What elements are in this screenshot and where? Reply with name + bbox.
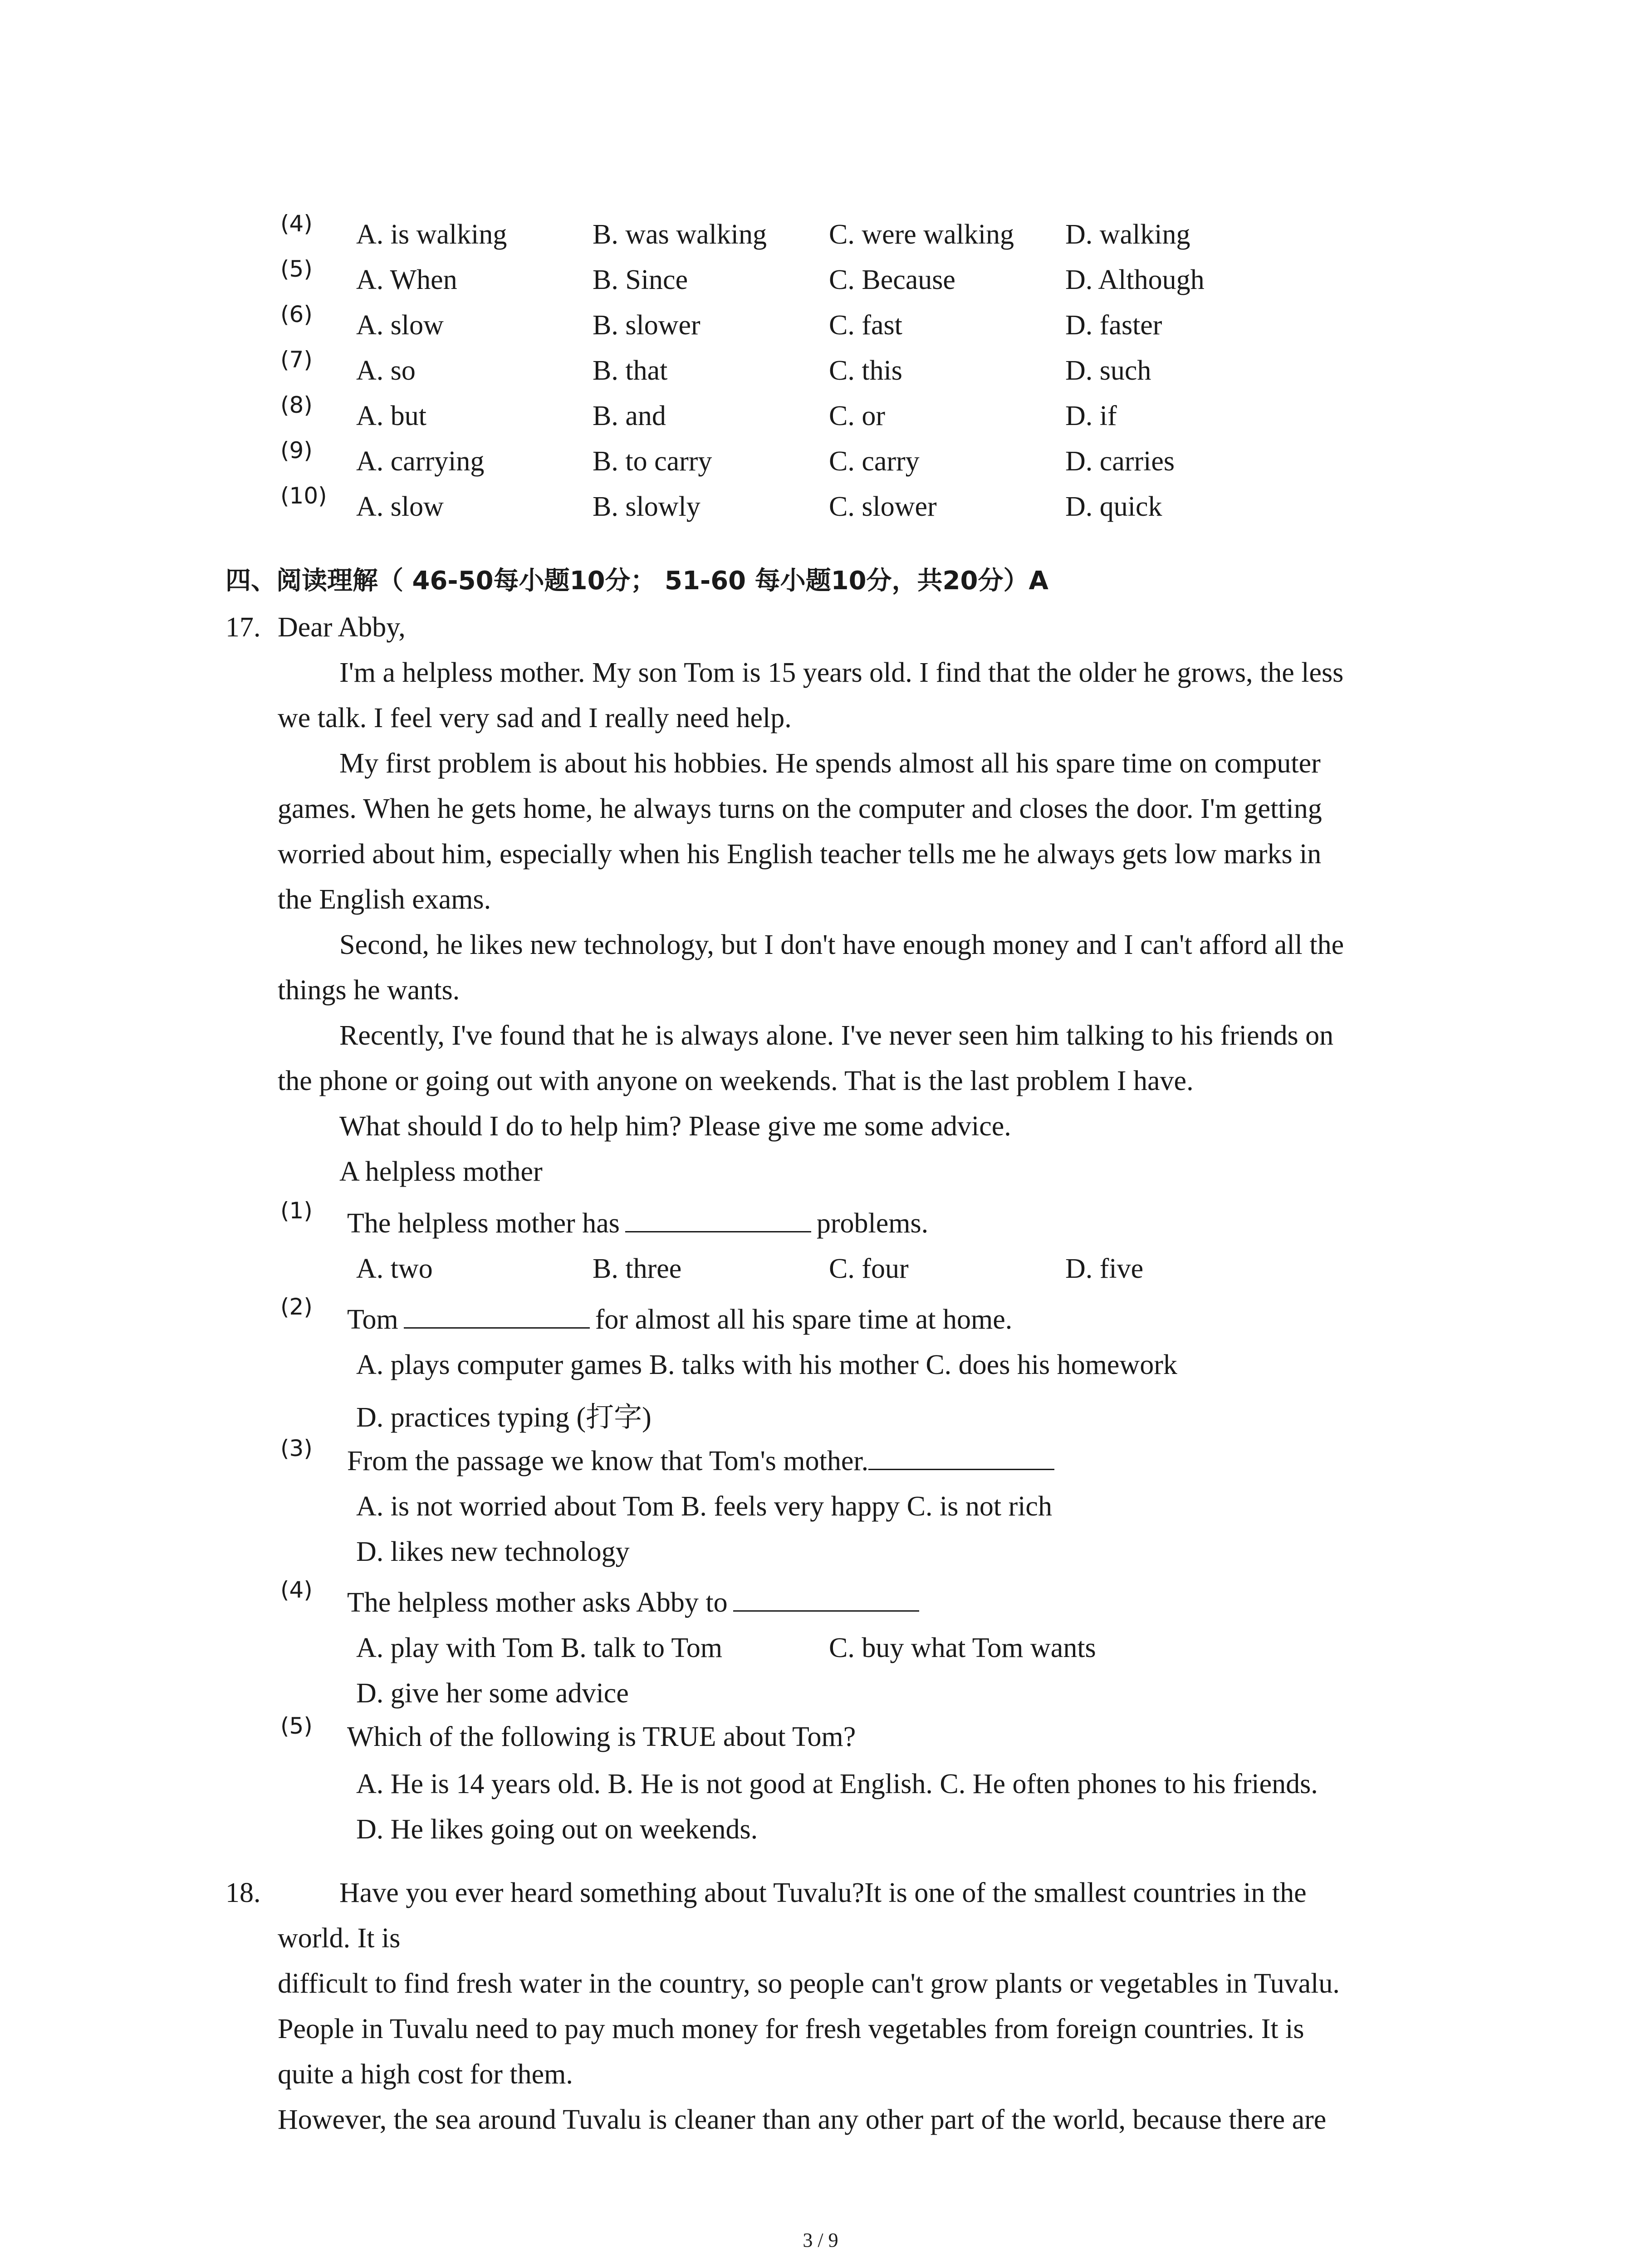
cloze-option-b: B. slower <box>593 310 700 341</box>
option: D. five <box>1065 1253 1144 1284</box>
option-line: A. He is 14 years old. B. He is not good at English. C. He often phones to his friends. <box>356 1769 1318 1799</box>
option: C. buy what Tom wants <box>829 1633 1096 1663</box>
cloze-option-d: D. walking <box>1065 219 1190 250</box>
cloze-option-a: A. is walking <box>356 219 507 250</box>
q17-line: My first problem is about his hobbies. He spends almost all his spare time on computer <box>339 748 1321 779</box>
option-line: D. likes new technology <box>356 1536 630 1567</box>
cloze-option-a: A. slow <box>356 491 444 522</box>
cloze-option-b: B. and <box>593 401 666 431</box>
q17-sub-stem: The helpless mother asks Abby to <box>347 1587 925 1617</box>
cloze-option-a: A. slow <box>356 310 444 341</box>
q17-line: What should I do to help him? Please give me some advice. <box>339 1111 1011 1142</box>
q18-line: quite a high cost for them. <box>278 2059 573 2090</box>
option: B. three <box>593 1253 682 1284</box>
cloze-number: (10) <box>280 483 327 509</box>
q17-sub-stem: Which of the following is TRUE about Tom? <box>347 1721 856 1752</box>
cloze-option-d: D. such <box>1065 355 1151 386</box>
cloze-option-a: A. so <box>356 355 416 386</box>
q17-number: 17. <box>225 612 261 643</box>
cloze-option-c: C. Because <box>829 264 955 295</box>
cloze-number: (9) <box>280 437 313 464</box>
answer-blank <box>404 1304 590 1329</box>
page-number: 3 / 9 <box>803 2229 838 2251</box>
cloze-number: (5) <box>280 256 313 282</box>
cloze-option-b: B. to carry <box>593 446 712 477</box>
section-heading: 四、阅读理解（ 46-50每小题10分； 51-60 每小题10分，共20分）A <box>225 566 1048 596</box>
q17-line: Recently, I've found that he is always alone. I've never seen him talking to his friends on <box>339 1020 1334 1051</box>
option-line: A. plays computer games B. talks with his mother C. does his homework <box>356 1349 1177 1380</box>
q17-sub-number: (3) <box>280 1435 313 1461</box>
cloze-option-d: D. quick <box>1065 491 1162 522</box>
q17-sub-number: (4) <box>280 1577 313 1603</box>
answer-blank <box>868 1445 1054 1470</box>
q17-line: Second, he likes new technology, but I don't have enough money and I can't afford all the <box>339 929 1344 960</box>
cloze-option-c: C. or <box>829 401 885 431</box>
q17-greeting: Dear Abby, <box>278 612 406 643</box>
q17-sub-number: (1) <box>280 1198 313 1224</box>
q17-line: we talk. I feel very sad and I really need help. <box>278 703 792 733</box>
q18-line: People in Tuvalu need to pay much money for fresh vegetables from foreign countries. It is <box>278 2014 1304 2044</box>
q18-number: 18. <box>225 1877 261 1908</box>
cloze-option-a: A. When <box>356 264 457 295</box>
cloze-option-a: A. carrying <box>356 446 485 477</box>
cloze-number: (7) <box>280 347 313 373</box>
cloze-option-b: B. Since <box>593 264 688 295</box>
option-line: D. give her some advice <box>356 1678 629 1709</box>
q17-line: worried about him, especially when his English teacher tells me he always gets low marks in <box>278 839 1322 870</box>
cloze-option-c: C. this <box>829 355 902 386</box>
cloze-option-c: C. carry <box>829 446 920 477</box>
option-line: A. is not worried about Tom B. feels very happy C. is not rich <box>356 1491 1052 1522</box>
cloze-number: (6) <box>280 301 313 327</box>
cloze-option-d: D. if <box>1065 401 1117 431</box>
cloze-option-d: D. faster <box>1065 310 1162 341</box>
q17-line: I'm a helpless mother. My son Tom is 15 years old. I find that the older he grows, the less <box>339 657 1344 688</box>
q18-line: world. It is <box>278 1923 401 1954</box>
option: A. two <box>356 1253 433 1284</box>
option-line: A. play with Tom B. talk to Tom <box>356 1633 723 1663</box>
q18-line: Have you ever heard something about Tuvalu?It is one of the smallest countries in the <box>339 1877 1307 1908</box>
cloze-option-d: D. Although <box>1065 264 1205 295</box>
q18-line: However, the sea around Tuvalu is cleaner than any other part of the world, because there are <box>278 2104 1327 2135</box>
cloze-option-b: B. was walking <box>593 219 767 250</box>
cloze-number: (8) <box>280 392 313 418</box>
q17-line: games. When he gets home, he always turns on the computer and closes the door. I'm getting <box>278 793 1322 824</box>
cloze-option-b: B. slowly <box>593 491 700 522</box>
cloze-option-b: B. that <box>593 355 668 386</box>
q17-sub-stem: The helpless mother has problems. <box>347 1208 929 1239</box>
answer-blank <box>625 1207 811 1232</box>
cloze-number: (4) <box>280 210 313 237</box>
q17-line: the English exams. <box>278 884 491 915</box>
q18-line: difficult to find fresh water in the country, so people can't grow plants or vegetables in Tuvalu. <box>278 1968 1340 1999</box>
cloze-option-c: C. were walking <box>829 219 1014 250</box>
option-line: D. practices typing (打字) <box>356 1402 652 1433</box>
q17-line: the phone or going out with anyone on weekends. That is the last problem I have. <box>278 1066 1194 1096</box>
cloze-option-a: A. but <box>356 401 426 431</box>
option-line: D. He likes going out on weekends. <box>356 1814 758 1845</box>
cloze-option-d: D. carries <box>1065 446 1175 477</box>
q17-sub-number: (5) <box>280 1713 313 1739</box>
q17-signature: A helpless mother <box>339 1156 543 1187</box>
q17-sub-stem: From the passage we know that Tom's mother. <box>347 1445 1060 1475</box>
option: C. four <box>829 1253 909 1284</box>
cloze-option-c: C. fast <box>829 310 902 341</box>
q17-line: things he wants. <box>278 975 460 1006</box>
q17-sub-stem: Tom for almost all his spare time at home. <box>347 1304 1013 1335</box>
answer-blank <box>733 1587 919 1612</box>
cloze-option-c: C. slower <box>829 491 937 522</box>
q17-sub-number: (2) <box>280 1294 313 1320</box>
